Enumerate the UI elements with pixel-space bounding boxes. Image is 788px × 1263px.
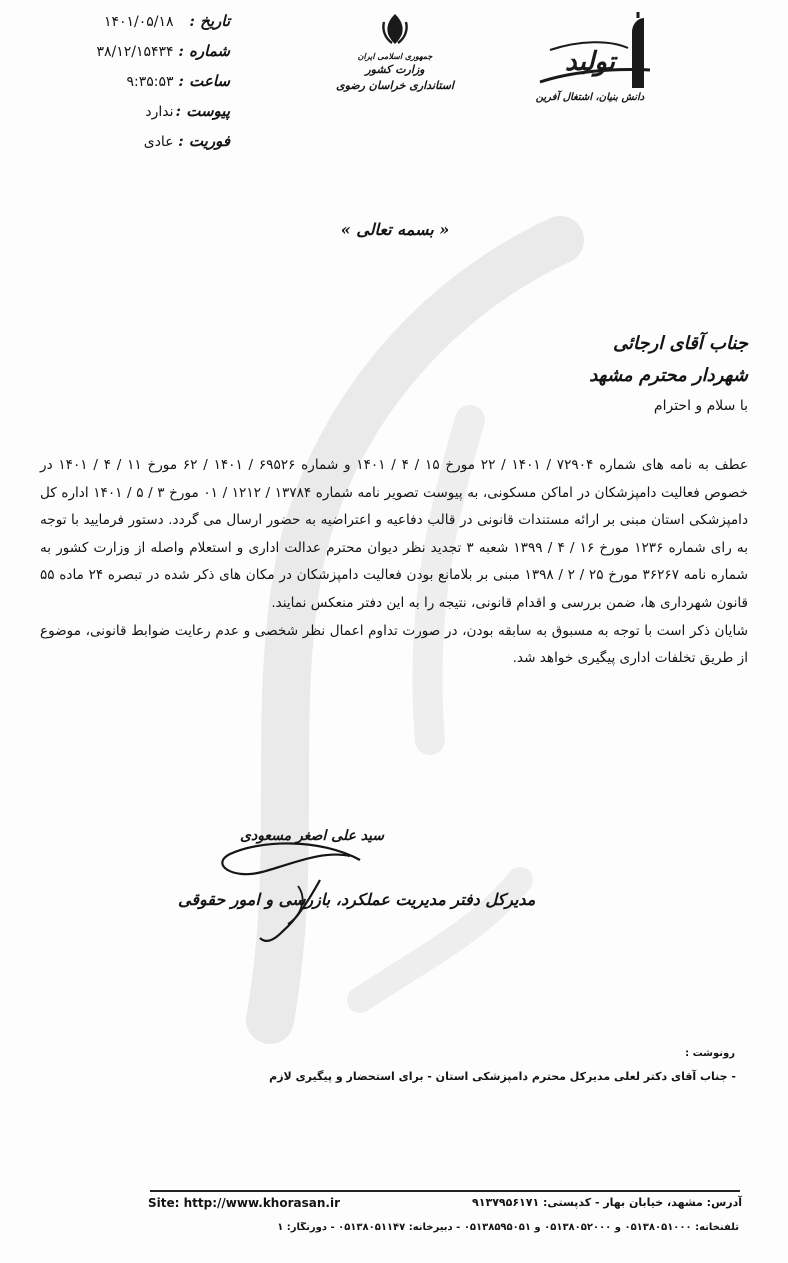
meta-date: تاریخ : ۱۴۰۱/۰۵/۱۸ [103,12,230,30]
meta-attachment: پیوست : ندارد [145,102,230,120]
iran-emblem-icon [380,12,410,46]
letter-metadata [50,6,230,156]
footer-website: Site: http://www.khorasan.ir [148,1196,340,1210]
signatory-name: سید علی اصغر مسعودی [240,828,385,844]
footer-divider [150,1190,740,1192]
greeting-text: با سلام و احترام [653,398,748,414]
government-emblem-block [330,12,460,94]
cc-label: رونوشت : [685,1048,735,1059]
footer-phones: تلفنخانه: ۰۵۱۳۸۰۵۱۰۰۰ و ۰۵۱۳۸۰۵۲۰۰۰ و ۰۵۱۳۸۵۹۵۰۵۱ - دبیرخانه: ۰۵۱۳۸۰۵۱۱۴۷ - دورنگار: ۱ [277,1222,739,1233]
emblem-ministry-text: وزارت کشور [365,63,425,76]
svg-text:تولید: تولید [564,47,616,77]
meta-number: شماره : ۳۸/۱۲/۱۵۴۳۴ [96,42,230,60]
addressee-name: جناب آقای ارجائی [612,333,748,354]
addressee-position: شهردار محترم مشهد [589,365,748,386]
addressee-block [589,328,748,418]
cc-recipient: - جناب آقای دکتر لعلی مدیرکل محترم دامپزشکی استان - برای استحضار و پیگیری لازم [269,1070,736,1083]
meta-priority: فوریت : عادی [143,132,230,150]
bismillah-heading: « بسمه تعالی » [340,220,450,239]
footer-address: آدرس: مشهد، خیابان بهار - کدپستی: ۹۱۳۷۹۵۶۱۷۱ [472,1196,742,1209]
body-paragraph-2: شایان ذکر است با توجه به مسبوق به سابقه بودن، در صورت تداوم اعمال نظر شخصی و عدم رعایت ضوابط قانونی، موضوع از طریق تخلفات اداری پیگیری خواهد شد. [40,622,748,667]
emblem-republic-text: جمهوری اسلامی ایران [357,51,433,61]
logo-caption: دانش بنیان، اشتغال آفرین [535,92,645,103]
letter-body [40,452,748,673]
meta-time: ساعت : ۹:۳۵:۵۳ [126,72,230,90]
signatory-title: مدیرکل دفتر مدیریت عملکرد، بازرسی و امور حقوقی [178,890,536,909]
production-logo-icon [530,10,680,94]
body-paragraph-1: عطف به نامه های شماره ۷۲۹۰۴ / ۱۴۰۱ / ۲۲ مورخ ۱۵ / ۴ / ۱۴۰۱ و شماره ۶۹۵۲۶ / ۱۴۰۱ / ۶۲ مورخ ۱۱ / ۴ / ۱۴۰۱ در خصوص فعالیت دامپزشکان در اماکن مسکونی، به پیوست تصویر نامه شماره ۱۳۷۸۴ / ۱۲۱۲ / ۰۱ مورخ ۳ / ۵ / ۱۴۰۱ اداره کل دامپزشکی استان مبنی بر ارائه مستندات قانونی در قالب دفاعیه و اعتراضیه به حضور ارسال می گردد. دستور فرمایید با توجه به رای شماره ۱۲۳۶ مورخ ۱۶ / ۴ / ۱۳۹۹ شعبه ۳ تجدید نظر دیوان محترم عدالت اداری و استعلام واصله از وزارت کشور به شماره نامه ۳۶۲۶۷ مورخ ۲۵ / ۲ / ۱۳۹۸ مبنی بر بلامانع بودن فعالیت دامپزشکان در مکان های ذکر شده در تبصره ۲۴ ماده ۵۵ قانون شهرداری ها، ضمن بررسی و اقدام قانونی، نتیجه را به این دفتر منعکس نمایند. [40,457,749,611]
emblem-governorate-text: استانداری خراسان رضوی [336,79,454,92]
